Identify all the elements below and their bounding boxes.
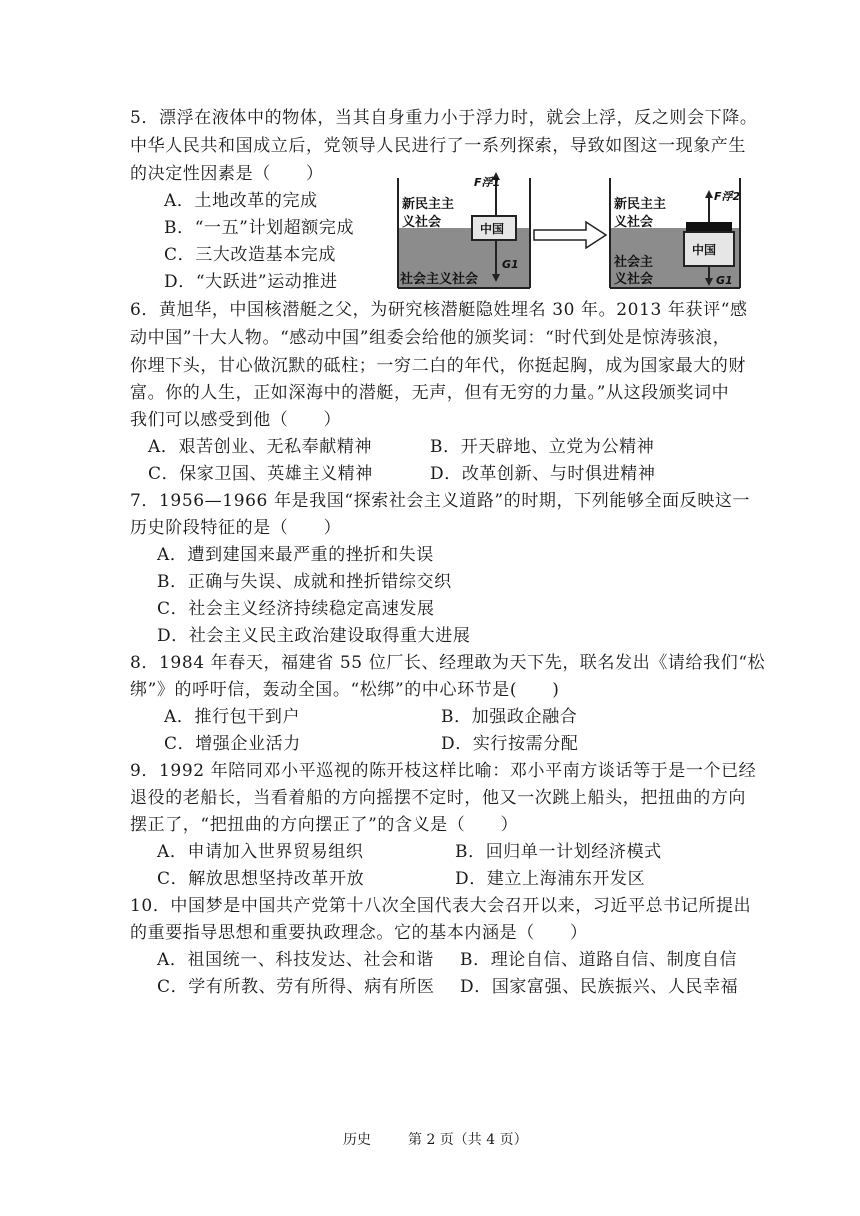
q10-stem-line-2: 的重要指导思想和重要执政理念。它的基本内涵是（ ） (130, 923, 588, 943)
q10-option-a: A．祖国统一、科技发达、社会和谐 (157, 950, 434, 970)
q6-stem-line-4: 富。你的人生，正如深海中的潜艇，无声，但有无穷的力量。”从这段颁奖词中 (130, 383, 730, 403)
left-label-1: 新民主主 (402, 197, 455, 212)
q9-stem-line-3: 摆正了，“把扭曲的方向摆正了”的含义是（ ） (130, 815, 519, 835)
q5-stem-line-1: 5．漂浮在液体中的物体，当其自身重力小于浮力时，就会上浮，反之则会下降。 (130, 108, 758, 128)
q6-option-c: C．保家卫国、英雄主义精神 (148, 464, 373, 484)
right-container (610, 178, 741, 288)
q5-option-c: C．三大改造基本完成 (164, 245, 337, 265)
q8-option-a: A．推行包干到户 (164, 707, 301, 727)
q7-option-c: C．社会主义经济持续稳定高速发展 (157, 599, 435, 619)
q8-option-b: B．加强政企融合 (441, 707, 578, 727)
q5-stem-line-3: 的决定性因素是（ ） (130, 164, 324, 184)
right-gravity-label: G1 (716, 274, 733, 287)
q10-stem-line-1: 10．中国梦是中国共产党第十八次全国代表大会召开以来，习近平总书记所提出 (130, 896, 752, 916)
left-container (398, 172, 530, 288)
q9-stem-line-1: 9．1992 年陪同邓小平巡视的陈开枝这样比喻：邓小平南方谈话等于是一个已经 (130, 761, 757, 781)
q6-stem-line-5: 我们可以感受到他（ ） (130, 410, 342, 430)
q7-stem-line-1: 7．1956—1966 年是我国“探索社会主义道路”的时期，下列能够全面反映这一 (130, 491, 751, 511)
right-force-label: F浮2 (714, 190, 741, 203)
q5-option-a: A．土地改革的完成 (164, 191, 318, 211)
buoyancy-figure (396, 170, 742, 290)
right-block-label: 中国 (692, 243, 717, 257)
q6-stem-line-3: 你埋下头，甘心做沉默的砥柱；一穷二白的年代，你挺起胸，成为国家最大的财 (130, 356, 746, 376)
buoyancy-diagram (396, 170, 742, 290)
q5-option-b: B．“一五”计划超额完成 (164, 218, 355, 238)
q8-stem-line-2: 绑”》的呼吁信，轰动全国。“松绑”的中心环节是( ) (130, 680, 560, 700)
q10-option-d: D．国家富强、民族振兴、人民幸福 (460, 977, 739, 997)
q10-option-c: C．学有所教、劳有所得、病有所医 (157, 977, 435, 997)
q10-option-b: B．理论自信、道路自信、制度自信 (460, 950, 738, 970)
q7-option-a: A．遭到建国来最严重的挫折和失误 (157, 545, 434, 565)
left-gravity-label: G1 (502, 258, 519, 271)
q8-option-c: C．增强企业活力 (164, 734, 301, 754)
q7-option-d: D．社会主义民主政治建设取得重大进展 (157, 626, 471, 646)
q9-option-d: D．建立上海浦东开发区 (455, 869, 646, 889)
q6-option-d: D．改革创新、与时俱进精神 (430, 464, 656, 484)
q5-stem-line-2: 中华人民共和国成立后，党领导人民进行了一系列探索，导致如图这一现象产生 (130, 136, 746, 156)
q9-option-a: A．申请加入世界贸易组织 (157, 842, 364, 862)
q9-option-b: B．回归单一计划经济模式 (455, 842, 662, 862)
q8-option-d: D．实行按需分配 (441, 734, 579, 754)
q5-option-d: D．“大跃进”运动推进 (164, 272, 338, 292)
left-block-label: 中国 (480, 222, 505, 236)
right-bottom-label-1: 社会主 (614, 255, 654, 270)
q7-stem-line-2: 历史阶段特征的是（ ） (130, 518, 342, 538)
q7-option-b: B．正确与失误、成就和挫折错综交织 (157, 572, 452, 592)
q8-stem-line-1: 8．1984 年春天，福建省 55 位厂长、经理敢为天下先，联名发出《请给我们“松 (130, 653, 766, 673)
q6-option-a: A．艰苦创业、无私奉献精神 (148, 437, 373, 457)
footer-page-number: 第 2 页（共 4 页） (408, 1132, 528, 1148)
transition-arrow (534, 222, 606, 248)
q9-stem-line-2: 退役的老船长，当看着船的方向摇摆不定时，他又一次跳上船头，把扭曲的方向 (130, 788, 746, 808)
q9-option-c: C．解放思想坚持改革开放 (157, 869, 365, 889)
q6-option-b: B．开天辟地、立党为公精神 (430, 437, 655, 457)
right-label-1: 新民主主 (614, 197, 667, 212)
left-bottom-label: 社会主义社会 (400, 272, 479, 287)
q6-stem-line-2: 动中国”十大人物。“感动中国”组委会给他的颁奖词：“时代到处是惊涛骇浪， (130, 328, 731, 348)
left-label-2: 义社会 (402, 215, 442, 230)
left-force-label: F浮1 (474, 176, 501, 189)
footer-subject: 历史 (343, 1132, 371, 1148)
right-label-2: 义社会 (614, 215, 654, 230)
q6-stem-line-1: 6．黄旭华，中国核潜艇之父，为研究核潜艇隐姓埋名 30 年。2013 年获评“感 (130, 300, 748, 320)
right-bottom-label-2: 义社会 (614, 272, 654, 287)
